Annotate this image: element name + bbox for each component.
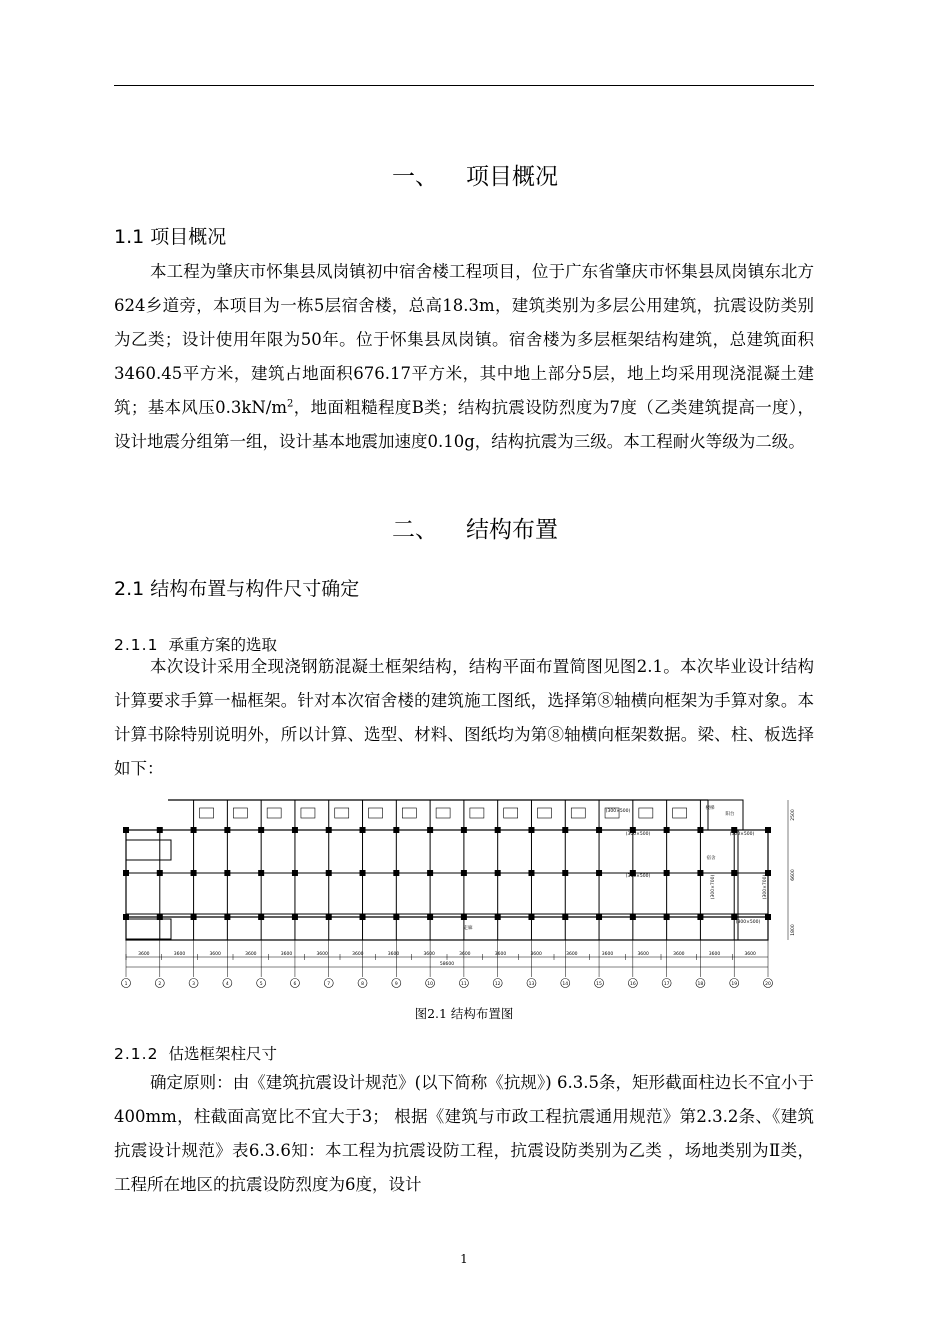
column [698, 828, 703, 833]
section-2-title: 结构布置 [466, 517, 558, 543]
total-dimension: 58600 [439, 962, 455, 967]
bay-dimension: 3600 [245, 952, 257, 957]
column [326, 871, 331, 876]
axis-label: 13 [528, 981, 535, 987]
bay-dimension: 3600 [459, 952, 471, 957]
bay-dimension: 3600 [494, 952, 507, 957]
section-1-heading [0, 158, 950, 191]
window-box [504, 808, 518, 818]
window-box [335, 808, 349, 818]
bay-dimension: 3600 [209, 952, 221, 957]
column [157, 915, 162, 920]
axis-label: 6 [293, 981, 297, 987]
column [259, 871, 264, 876]
section-2-number: 二、 [392, 517, 438, 543]
column [495, 871, 500, 876]
window-box [470, 808, 484, 818]
window-box [267, 808, 281, 818]
beam-label: (300×700) [711, 874, 716, 900]
column [461, 828, 466, 833]
column [563, 915, 568, 920]
column [664, 915, 669, 920]
project-overview-paragraph [114, 255, 814, 459]
column [326, 828, 331, 833]
beam-label: (300×500) [605, 809, 631, 814]
beam-label: (300×500) [735, 920, 761, 925]
bay-dimension: 3600 [530, 952, 542, 957]
column [597, 828, 602, 833]
column [766, 915, 771, 920]
axis-label: 14 [562, 981, 569, 987]
column [495, 915, 500, 920]
axis-label: 10 [427, 981, 433, 987]
column [394, 915, 399, 920]
column [292, 828, 297, 833]
subsection-2-1-1-title: 承重方案的选取 [168, 636, 277, 654]
beam-label: (300×500) [625, 832, 651, 837]
column [597, 915, 602, 920]
axis-label: 12 [494, 981, 501, 987]
column [292, 871, 297, 876]
axis-label: 20 [765, 981, 771, 987]
column [191, 915, 196, 920]
bay-dimension: 3600 [316, 952, 328, 957]
room-label: 阳台 [725, 812, 735, 817]
overview-text-b: ，地面粗糙程度B类；结构抗震设防烈度为7度（乙类建筑提高一度），设计地震分组第一组，设计基本地震加速度0.10g，结构抗震为三级。本工程耐火等级为二级。 [114, 398, 814, 451]
stair-block [126, 840, 171, 860]
bay-dimension: 3600 [566, 952, 578, 957]
structural-plan-drawing [118, 795, 814, 995]
subsection-2-1-2-heading [114, 1042, 277, 1064]
window-box [402, 808, 416, 818]
bay-dimension: 3600 [352, 952, 364, 957]
column [428, 871, 433, 876]
subsection-1-1-heading: 1.1 项目概况 [114, 226, 227, 248]
column [563, 871, 568, 876]
column [597, 871, 602, 876]
subsection-2-1-heading: 2.1 结构布置与构件尺寸确定 [114, 578, 360, 600]
stair-block-lower [126, 919, 171, 939]
bay-dimension: 3600 [708, 952, 721, 957]
window-box [369, 808, 383, 818]
column [461, 915, 466, 920]
column [191, 871, 196, 876]
column [259, 828, 264, 833]
axis-label: 3 [192, 981, 196, 987]
load-scheme-paragraph: 本次设计采用全现浇钢筋混凝土框架结构，结构平面布置简图见图2.1。本次毕业设计结构计算要求手算一榀框架。针对本次宿舍楼的建筑施工图纸，选择第⑧轴横向框架为手算对象。本计算书除特别说明外，所以计算、选型、材料、图纸均为第⑧轴横向框架数据。梁、柱、板选择如下： [114, 657, 814, 778]
subsection-2-1-2-title: 估选框架柱尺寸 [168, 1045, 277, 1063]
column-size-paragraph: 确定原则：由《建筑抗震设计规范》(以下简称《抗规》) 6.3.5条，矩形截面柱边长不宜小于400mm，柱截面高宽比不宜大于3； 根据《建筑与市政工程抗震通用规范》第2.3.2条、《建筑抗震设计规范》表6.3.6知：本工程为抗震设防工程，抗震设防类别为乙类 ，场地类别为Ⅱ类，工程所在地区的抗震设防烈度为6度，设计 [114, 1073, 814, 1194]
section-2-heading [0, 511, 950, 544]
column [563, 828, 568, 833]
column [394, 871, 399, 876]
window-box [200, 808, 214, 818]
axis-label: 5 [259, 981, 263, 987]
window-box [571, 808, 585, 818]
column [428, 915, 433, 920]
column [360, 828, 365, 833]
bay-dimension: 3600 [280, 952, 293, 957]
column [529, 871, 534, 876]
column [259, 915, 264, 920]
column [766, 871, 771, 876]
axis-label: 18 [697, 981, 704, 987]
column [664, 871, 669, 876]
column [461, 871, 466, 876]
column [157, 871, 162, 876]
column [360, 915, 365, 920]
column [529, 828, 534, 833]
axis-label: 9 [394, 981, 398, 987]
axis-label: 16 [629, 981, 636, 987]
right-dimension: 2500 [791, 809, 796, 821]
column [225, 915, 230, 920]
column [124, 828, 129, 833]
window-box [639, 808, 653, 818]
bay-dimension: 3600 [138, 952, 150, 957]
column [225, 871, 230, 876]
axis-label: 11 [461, 981, 467, 987]
right-dimension: 6600 [791, 869, 796, 881]
axis-label: 2 [158, 981, 162, 987]
column [732, 915, 737, 920]
axis-label: 17 [663, 981, 670, 987]
column [124, 871, 129, 876]
column [428, 828, 433, 833]
column [157, 828, 162, 833]
column [124, 915, 129, 920]
axis-label: 1 [124, 981, 128, 987]
axis-label: 7 [327, 981, 331, 987]
column [529, 915, 534, 920]
column [732, 871, 737, 876]
overview-text-a: 本工程为肇庆市怀集县凤岗镇初中宿舍楼工程项目，位于广东省肇庆市怀集县凤岗镇东北方624乡道旁，本项目为一栋5层宿舍楼，总高18.3m，建筑类别为多层公用建筑，抗震设防类别为乙类；设计使用年限为50年。位于怀集县凤岗镇。宿舍楼为多层框架结构建筑，总建筑面积3460.45平方米，建筑占地面积676.17平方米，其中地上部分5层，地上均采用现浇混凝土建筑；基本风压0.3kN/m [114, 262, 814, 417]
window-box [301, 808, 315, 818]
window-box [673, 808, 687, 818]
column [394, 828, 399, 833]
column [698, 915, 703, 920]
axis-label: 4 [225, 981, 229, 987]
room-label: 走廊 [463, 926, 473, 931]
bay-dimension: 3600 [637, 952, 649, 957]
section-1-title: 项目概况 [466, 164, 558, 190]
room-label: 宿舍 [706, 856, 716, 861]
subsection-2-1-1-number: 2.1.1 [114, 636, 159, 654]
bay-dimension: 3600 [601, 952, 614, 957]
bay-dimension: 3600 [673, 952, 685, 957]
column [191, 828, 196, 833]
window-box [436, 808, 450, 818]
column [630, 915, 635, 920]
column [495, 828, 500, 833]
column [225, 828, 230, 833]
bay-dimension: 3600 [423, 952, 435, 957]
figure-caption: 图2.1 结构布置图 [414, 1006, 514, 1021]
room-label: 楼梯 [705, 806, 715, 811]
section-1-number: 一、 [392, 164, 438, 190]
window-box [537, 808, 551, 818]
beam-label: (300×500) [729, 832, 755, 837]
column [326, 915, 331, 920]
plan-outline [126, 830, 768, 940]
axis-label: 8 [361, 981, 364, 987]
window-box [233, 808, 247, 818]
superscript: 2 [287, 398, 294, 410]
bay-dimension: 3600 [744, 952, 756, 957]
column [698, 871, 703, 876]
beam-label: (300×500) [625, 874, 651, 879]
column [292, 915, 297, 920]
header-rule [114, 85, 814, 86]
bay-dimension: 3600 [387, 952, 400, 957]
subsection-2-1-2-number: 2.1.2 [114, 1045, 159, 1063]
column [360, 871, 365, 876]
bay-dimension: 3600 [173, 952, 186, 957]
beam-label: (300×700) [763, 874, 768, 900]
axis-label: 15 [596, 981, 602, 987]
page-number: 1 [460, 1252, 468, 1266]
column [664, 828, 669, 833]
right-dimension: 1800 [791, 924, 796, 936]
axis-label: 19 [731, 981, 738, 987]
column [766, 828, 771, 833]
